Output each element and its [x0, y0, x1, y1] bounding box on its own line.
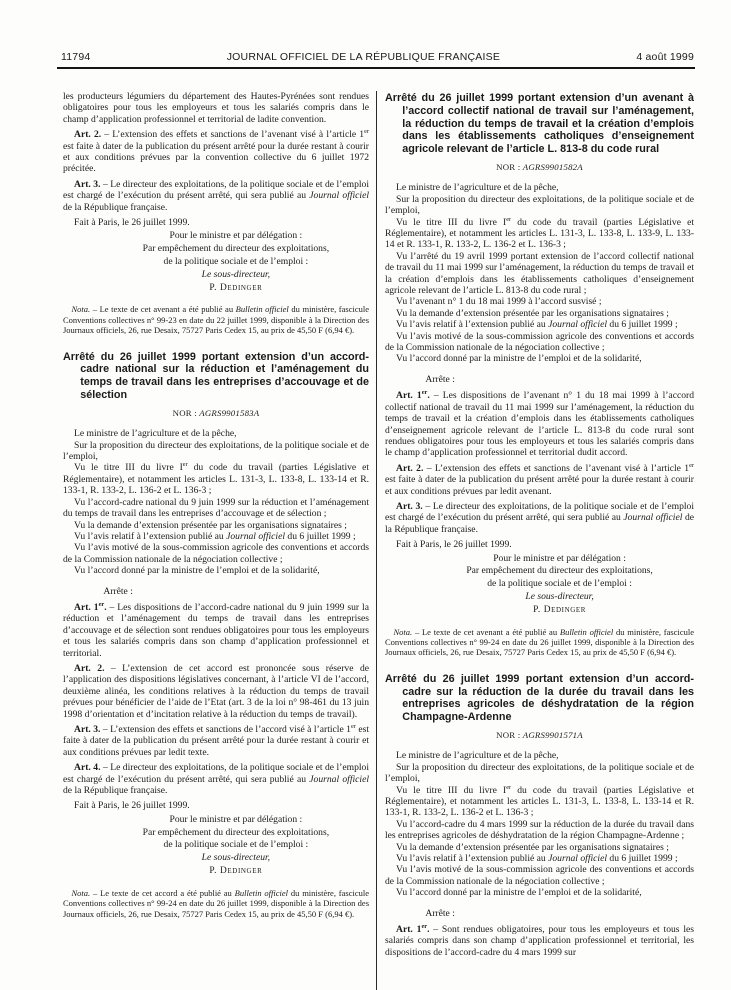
paragraph: [385, 308, 694, 319]
text-segment: Bulletin officiel: [559, 626, 614, 637]
paragraph: [63, 800, 369, 811]
signature-line: Pour le ministre et par délégation :: [493, 552, 626, 564]
nor-code: AGRS9901582A: [522, 161, 583, 172]
paragraph: [385, 819, 694, 842]
text-segment: Art. 1: [74, 601, 99, 613]
text-segment: – L’extension des effets et sanctions de l’avenant visé à l’article 1: [423, 462, 690, 474]
text-segment: du ministère, fascicule Conventions collectives n° 99-24 en date du 26 juillet 1999, disponible à la Direction des Journaux officiels, 26, rue Desaix, 75727 Paris Cedex 15, au prix de 45,50 F (6,94 €).: [63, 887, 369, 919]
text-segment: Nota.: [71, 887, 91, 898]
page-number: 11794: [61, 51, 91, 63]
text-segment: Vu l’accord donné par la ministre de l’emploi et de la solidarité,: [396, 353, 642, 365]
page-content: [63, 91, 694, 990]
text-segment: Journal officiel: [548, 319, 607, 331]
signature-block: [103, 230, 369, 294]
text-segment: er: [182, 461, 188, 469]
paragraph: [63, 602, 369, 659]
nor-line: [385, 162, 694, 173]
paragraph: [385, 182, 694, 193]
text-segment: Art. 4.: [74, 762, 101, 774]
text-segment: Vu la demande d’extension présentée par les organisations signataires ;: [396, 841, 669, 853]
text-segment: Vu l’avis relatif à l’extension publié au: [396, 319, 549, 331]
text-segment: Bulletin officiel: [234, 887, 289, 898]
text-segment: Journal officiel: [226, 530, 285, 542]
text-segment: Vu l’avis motivé de la sous-commission agricole des conventions et accords de la Commission nationale de la négociation collective ;: [63, 542, 369, 565]
issue-date: 4 août 1999: [636, 51, 694, 63]
text-segment: Vu l’accord-cadre national du 9 juin 1999 sur la réduction et l’aménagement du temps de travail dans les entreprises d’accouvage et de sélection ;: [63, 496, 369, 520]
text-segment: Journal officiel: [548, 853, 607, 865]
signatory-name: P. Dedinger: [209, 866, 263, 877]
text-segment: – Le directeur des exploitations, de la politique sociale et de l’emploi est chargé de l’exécution du présent arrêté, qui sera publié au: [63, 762, 370, 785]
paragraph: [63, 91, 369, 125]
signature-line: Pour le ministre et par délégation :: [169, 230, 303, 242]
paragraph: [385, 194, 694, 217]
text-segment: – L’extension des effets et sanctions de l’accord visé à l’article 1: [100, 724, 351, 736]
paragraph: [63, 762, 369, 796]
text-segment: er: [98, 600, 105, 608]
nor-label: NOR :: [172, 407, 200, 418]
text-segment: est faite à dater de la publication du présent arrêté pour la durée restant à courir et aux conditions prévues par ledit texte.: [63, 724, 369, 758]
text-segment: Vu l’avenant n° 1 du 18 mai 1999 à l’accord susvisé ;: [396, 296, 602, 308]
text-segment: est faite à dater de la publication du présent arrêté pour la durée restant à courir et aux conditions prévues par la convention collective du 6 juillet 1972 précitée.: [63, 140, 369, 175]
text-segment: – L’extension de cet accord est prononcée sous réserve de l’application des dispositions législatives concernant, à l’article VI de l’accord, deuxième alinéa, les conditions relatives à la réduction du temps de travail prévues pour bénéficier de l’aide de l’Etat (art. 3 de la loi n° 98-461 du 13 juin 1998 d’orientation et d’incitation relative à la réduction du temps de travail).: [63, 662, 369, 720]
text-segment: .: [104, 601, 107, 613]
text-segment: du 6 juillet 1999 ;: [285, 530, 356, 542]
nor-label: NOR :: [496, 161, 523, 172]
text-segment: Art. 3.: [74, 178, 101, 190]
text-segment: Art. 2.: [74, 129, 102, 141]
text-segment: – Le directeur des exploitations, de la politique sociale et de l’emploi est chargé de l’exécution du présent arrêté, qui sera publié au: [385, 500, 694, 524]
signature-block: [103, 814, 369, 878]
text-segment: Fait à Paris, le 26 juillet 1999.: [74, 800, 190, 812]
text-segment: – Le texte de cet avenant a été publié au: [412, 626, 560, 637]
section-heading: Arrêté du 26 juillet 1999 portant extension d’un avenant à l’accord collectif national de travail sur l’aménagement, la réduction du temps de travail et la création d’emplois dans les établissements catholiques d’enseignement agricole relevant de l’article L. 813-8 du code rural: [385, 92, 694, 156]
paragraph: [63, 179, 369, 213]
paragraph: [385, 539, 694, 550]
text-segment: du code du travail (parties Législative et Réglementaire), et notamment les articles L. 131-3, L. 133-8, L. 133-14 et R. 133-1, R. 133-2, L. 136-2 et L. 136-3 ;: [385, 784, 695, 819]
text-segment: er: [421, 389, 428, 397]
text-segment: Art. 1: [396, 390, 422, 402]
text-segment: er: [506, 215, 512, 223]
paragraph: [385, 750, 694, 761]
paragraph: [385, 319, 694, 330]
text-segment: – Le directeur des exploitations, de la politique sociale et de l’emploi est chargé de l’exécution du présent arrêté, qui sera publié au: [63, 178, 370, 202]
paragraph: [63, 440, 369, 463]
paragraph: [63, 462, 369, 496]
nor-line: [385, 730, 694, 741]
text-segment: Vu l’avis motivé de la sous-commission agricole des conventions et accords de la Commission nationale de la négociation collective ;: [385, 330, 694, 354]
nor-code: AGRS9901583A: [199, 407, 260, 418]
paragraph: [63, 497, 369, 520]
paragraph: [385, 463, 694, 497]
signature-line: Par empêchement du directeur des exploitations,: [466, 565, 653, 577]
text-segment: Le ministre de l’agriculture et de la pêche,: [396, 182, 559, 194]
text-segment: Bulletin officiel: [235, 304, 289, 315]
text-segment: Vu le titre III du livre I: [74, 462, 183, 474]
text-segment: les producteurs légumiers du département des Hautes-Pyrénées sont rendues obligatoires pour tous les employeurs et tous les salariés compris dans le champ d’application professionnel et territorial de ladite convention.: [63, 91, 369, 125]
text-segment: Le ministre de l’agriculture et de la pêche,: [74, 428, 237, 440]
signature-line: Pour le ministre et par délégation :: [169, 813, 303, 825]
text-segment: Journal officiel: [623, 512, 683, 524]
paragraph: [63, 520, 369, 531]
text-segment: Vu la demande d’extension présentée par les organisations signataires ;: [396, 307, 669, 319]
text-segment: Vu la demande d’extension présentée par les organisations signataires ;: [74, 519, 347, 531]
signatory-name: P. Dedinger: [533, 604, 587, 615]
column-left: [63, 91, 369, 990]
paragraph: [63, 724, 369, 758]
text-segment: Vu le titre III du livre I: [396, 784, 507, 796]
arrete-label: Arrête :: [103, 585, 133, 597]
signature-line: de la politique sociale et de l’emploi :: [163, 839, 309, 851]
signature-line: de la politique sociale et de l’emploi :: [487, 578, 632, 590]
text-segment: Vu l’avis relatif à l’extension publié au: [396, 853, 549, 865]
signature-line: Le sous-directeur,: [525, 590, 594, 602]
paragraph: [385, 390, 694, 458]
text-segment: – Les dispositions de l’avenant n° 1 du 18 mai 1999 à l’accord collectif national de travail du 11 mai 1999 sur l’aménagement, la réduction du temps de travail et la création d’emplois dans les établissements catholiques d’enseignement agricole relevant de l’article L. 813-8 du code rural sont rendues obligatoires pour tous les employeurs et tous les salariés compris dans le champ d’application professionnel et territorial dudit accord.: [385, 390, 694, 459]
text-segment: du 6 juillet 1999 ;: [607, 319, 678, 331]
paragraph: [385, 501, 694, 535]
text-segment: er: [506, 783, 512, 791]
text-segment: Sur la proposition du directeur des exploitations, de la politique sociale et de l’emploi,: [63, 439, 369, 463]
text-segment: Journal officiel: [309, 773, 369, 785]
signature-line: Par empêchement du directeur des exploitations,: [142, 826, 330, 838]
paragraph: [385, 251, 694, 297]
text-segment: Art. 2.: [396, 462, 424, 474]
text-segment: de la République française.: [385, 512, 694, 535]
paragraph: [385, 924, 694, 958]
arrete-label: Arrête :: [425, 907, 455, 919]
text-segment: – Le texte de cet avenant a été publié au: [90, 304, 236, 315]
text-segment: de la République française.: [63, 201, 168, 213]
text-segment: er: [364, 128, 369, 136]
text-segment: er: [421, 922, 428, 930]
text-segment: Vu le titre III du livre I: [396, 216, 507, 228]
paragraph: [63, 217, 369, 228]
paragraph: [63, 531, 369, 542]
paragraph: [63, 663, 369, 720]
text-segment: – Le texte de cet accord a été publié au: [90, 887, 235, 898]
page-header: [61, 51, 694, 63]
journal-title: JOURNAL OFFICIEL DE LA RÉPUBLIQUE FRANÇAISE: [226, 51, 501, 63]
nor-line: [63, 408, 369, 419]
paragraph: [385, 296, 694, 307]
paragraph: [385, 762, 694, 785]
signatory-name: P. Dedinger: [209, 282, 263, 293]
paragraph: [385, 217, 694, 251]
text-segment: Vu l’arrêté du 19 avril 1999 portant extension de l’accord collectif national de travail du 11 mai 1999 sur l’aménagement, la réduction du temps de travail et la création d’emplois dans les établissements catholiques d’enseignement agricole relevant de l’article L. 813-8 du code rural ;: [385, 250, 694, 297]
paragraph: [385, 331, 694, 354]
text-segment: Art. 1: [396, 924, 422, 936]
text-segment: Vu l’accord donné par la ministre de l’emploi et de la solidarité,: [396, 887, 642, 899]
paragraph: [63, 565, 369, 576]
section-heading: Arrêté du 26 juillet 1999 portant extension d’un accord-cadre sur la réduction de la durée du travail dans les entreprises agricoles de déshydratation de la région Champagne-Ardenne: [385, 672, 694, 724]
text-segment: Nota.: [393, 626, 413, 637]
text-segment: Fait à Paris, le 26 juillet 1999.: [396, 539, 512, 551]
text-segment: du 6 juillet 1999 ;: [607, 853, 678, 865]
nor-label: NOR :: [496, 729, 523, 740]
paragraph: [63, 542, 369, 565]
text-segment: de la République française.: [63, 785, 168, 797]
text-segment: Vu l’accord-cadre du 4 mars 1999 sur la réduction de la durée du travail dans les entreprises agricoles de déshydratation de la région Champagne-Ardenne ;: [385, 818, 694, 842]
paragraph: [63, 428, 369, 439]
text-segment: Le ministre de l’agriculture et de la pêche,: [396, 750, 559, 762]
nota-note: [385, 627, 694, 658]
signature-block: [425, 553, 694, 617]
nota-note: [63, 304, 369, 335]
text-segment: Vu l’avis motivé de la sous-commission agricole des conventions et accords de la Commission nationale de la négociation collective ;: [385, 864, 694, 887]
text-segment: du code du travail (parties Législative et Réglementaire), et notamment les articles L. 131-3, L. 133-8, L. 133-9, L. 133-14 et R. 133-1, R. 133-2, L. 136-2 et L. 136-3 ;: [385, 216, 695, 251]
text-segment: du code du travail (parties Législative et Réglementaire), et notamment les articles L. 131-3, L. 133-8, L. 133-14 et R. 133-1, R. 133-2, L. 136-2 et L. 136-3 ;: [63, 462, 369, 497]
nor-code: AGRS9901571A: [522, 729, 583, 740]
text-segment: Journal officiel: [309, 190, 369, 202]
paragraph: [385, 853, 694, 864]
nota-note: [63, 888, 369, 919]
text-segment: .: [427, 924, 430, 936]
text-segment: .: [427, 390, 430, 402]
section-heading: Arrêté du 26 juillet 1999 portant extension d’un accord-cadre national sur la réduction et l’aménagement du temps de travail dans les entreprises d’accouvage et de sélection: [63, 350, 369, 402]
text-segment: Art. 3.: [396, 500, 423, 512]
signature-line: Le sous-directeur,: [201, 852, 271, 864]
text-segment: est faite à dater de la publication du présent arrêté pour la durée restant à courir et aux conditions prévues par ledit avenant.: [385, 474, 694, 497]
column-right: [376, 91, 694, 990]
text-segment: Vu l’avis relatif à l’extension publié au: [74, 530, 227, 542]
text-segment: du ministère, fascicule Conventions collectives n° 99-23 en date du 22 juillet 1999, disponible à la Direction des Journaux officiels, 26, rue Desaix, 75727 Paris Cedex 15, au prix de 45,50 F (6,94 €).: [63, 304, 370, 336]
arrete-label: Arrête :: [425, 373, 455, 385]
text-segment: Vu l’accord donné par la ministre de l’emploi et de la solidarité,: [74, 565, 320, 577]
text-segment: – L’extension des effets et sanctions de l’avenant visé à l’article 1: [101, 129, 365, 141]
paragraph: [63, 129, 369, 175]
text-segment: – Les dispositions de l’accord-cadre national du 9 juin 1999 sur la réduction et l’aménagement du temps de travail dans les entreprises d’accouvage et de sélection sont rendues obligatoires pour tous les employeurs et tous les salariés compris dans son champ d’application professionnel et territorial.: [63, 601, 369, 659]
signature-line: Le sous-directeur,: [201, 268, 271, 280]
text-segment: du ministère, fascicule Conventions collectives n° 99-24 en date du 26 juillet 1999, disponible à la Direction des Journaux officiels, 26, rue Desaix, 75727 Paris Cedex 15, au prix de 45,50 F (6,94 €).: [385, 626, 695, 658]
text-segment: er: [689, 461, 694, 469]
text-segment: Art. 3.: [74, 724, 101, 736]
header-rule: [57, 67, 695, 69]
paragraph: [385, 785, 694, 819]
paragraph: [385, 353, 694, 364]
signature-line: Par empêchement du directeur des exploitations,: [142, 243, 330, 255]
paragraph: [385, 864, 694, 887]
signature-line: de la politique sociale et de l’emploi :: [163, 256, 309, 268]
paragraph: [385, 887, 694, 898]
text-segment: er: [350, 722, 356, 730]
text-segment: Fait à Paris, le 26 juillet 1999.: [74, 217, 190, 229]
paragraph: [385, 842, 694, 853]
text-segment: Sur la proposition du directeur des exploitations, de la politique sociale et de l’emploi,: [385, 193, 694, 217]
text-segment: Nota.: [71, 304, 91, 315]
text-segment: – Sont rendues obligatoires, pour tous les employeurs et tous les salariés compris dans son champ d’application professionnel et territorial, les dispositions de l’accord-cadre du 4 mars 1999 sur: [385, 924, 694, 958]
text-segment: Sur la proposition du directeur des exploitations, de la politique sociale et de l’emploi,: [385, 761, 694, 785]
text-segment: Art. 2.: [74, 662, 105, 674]
